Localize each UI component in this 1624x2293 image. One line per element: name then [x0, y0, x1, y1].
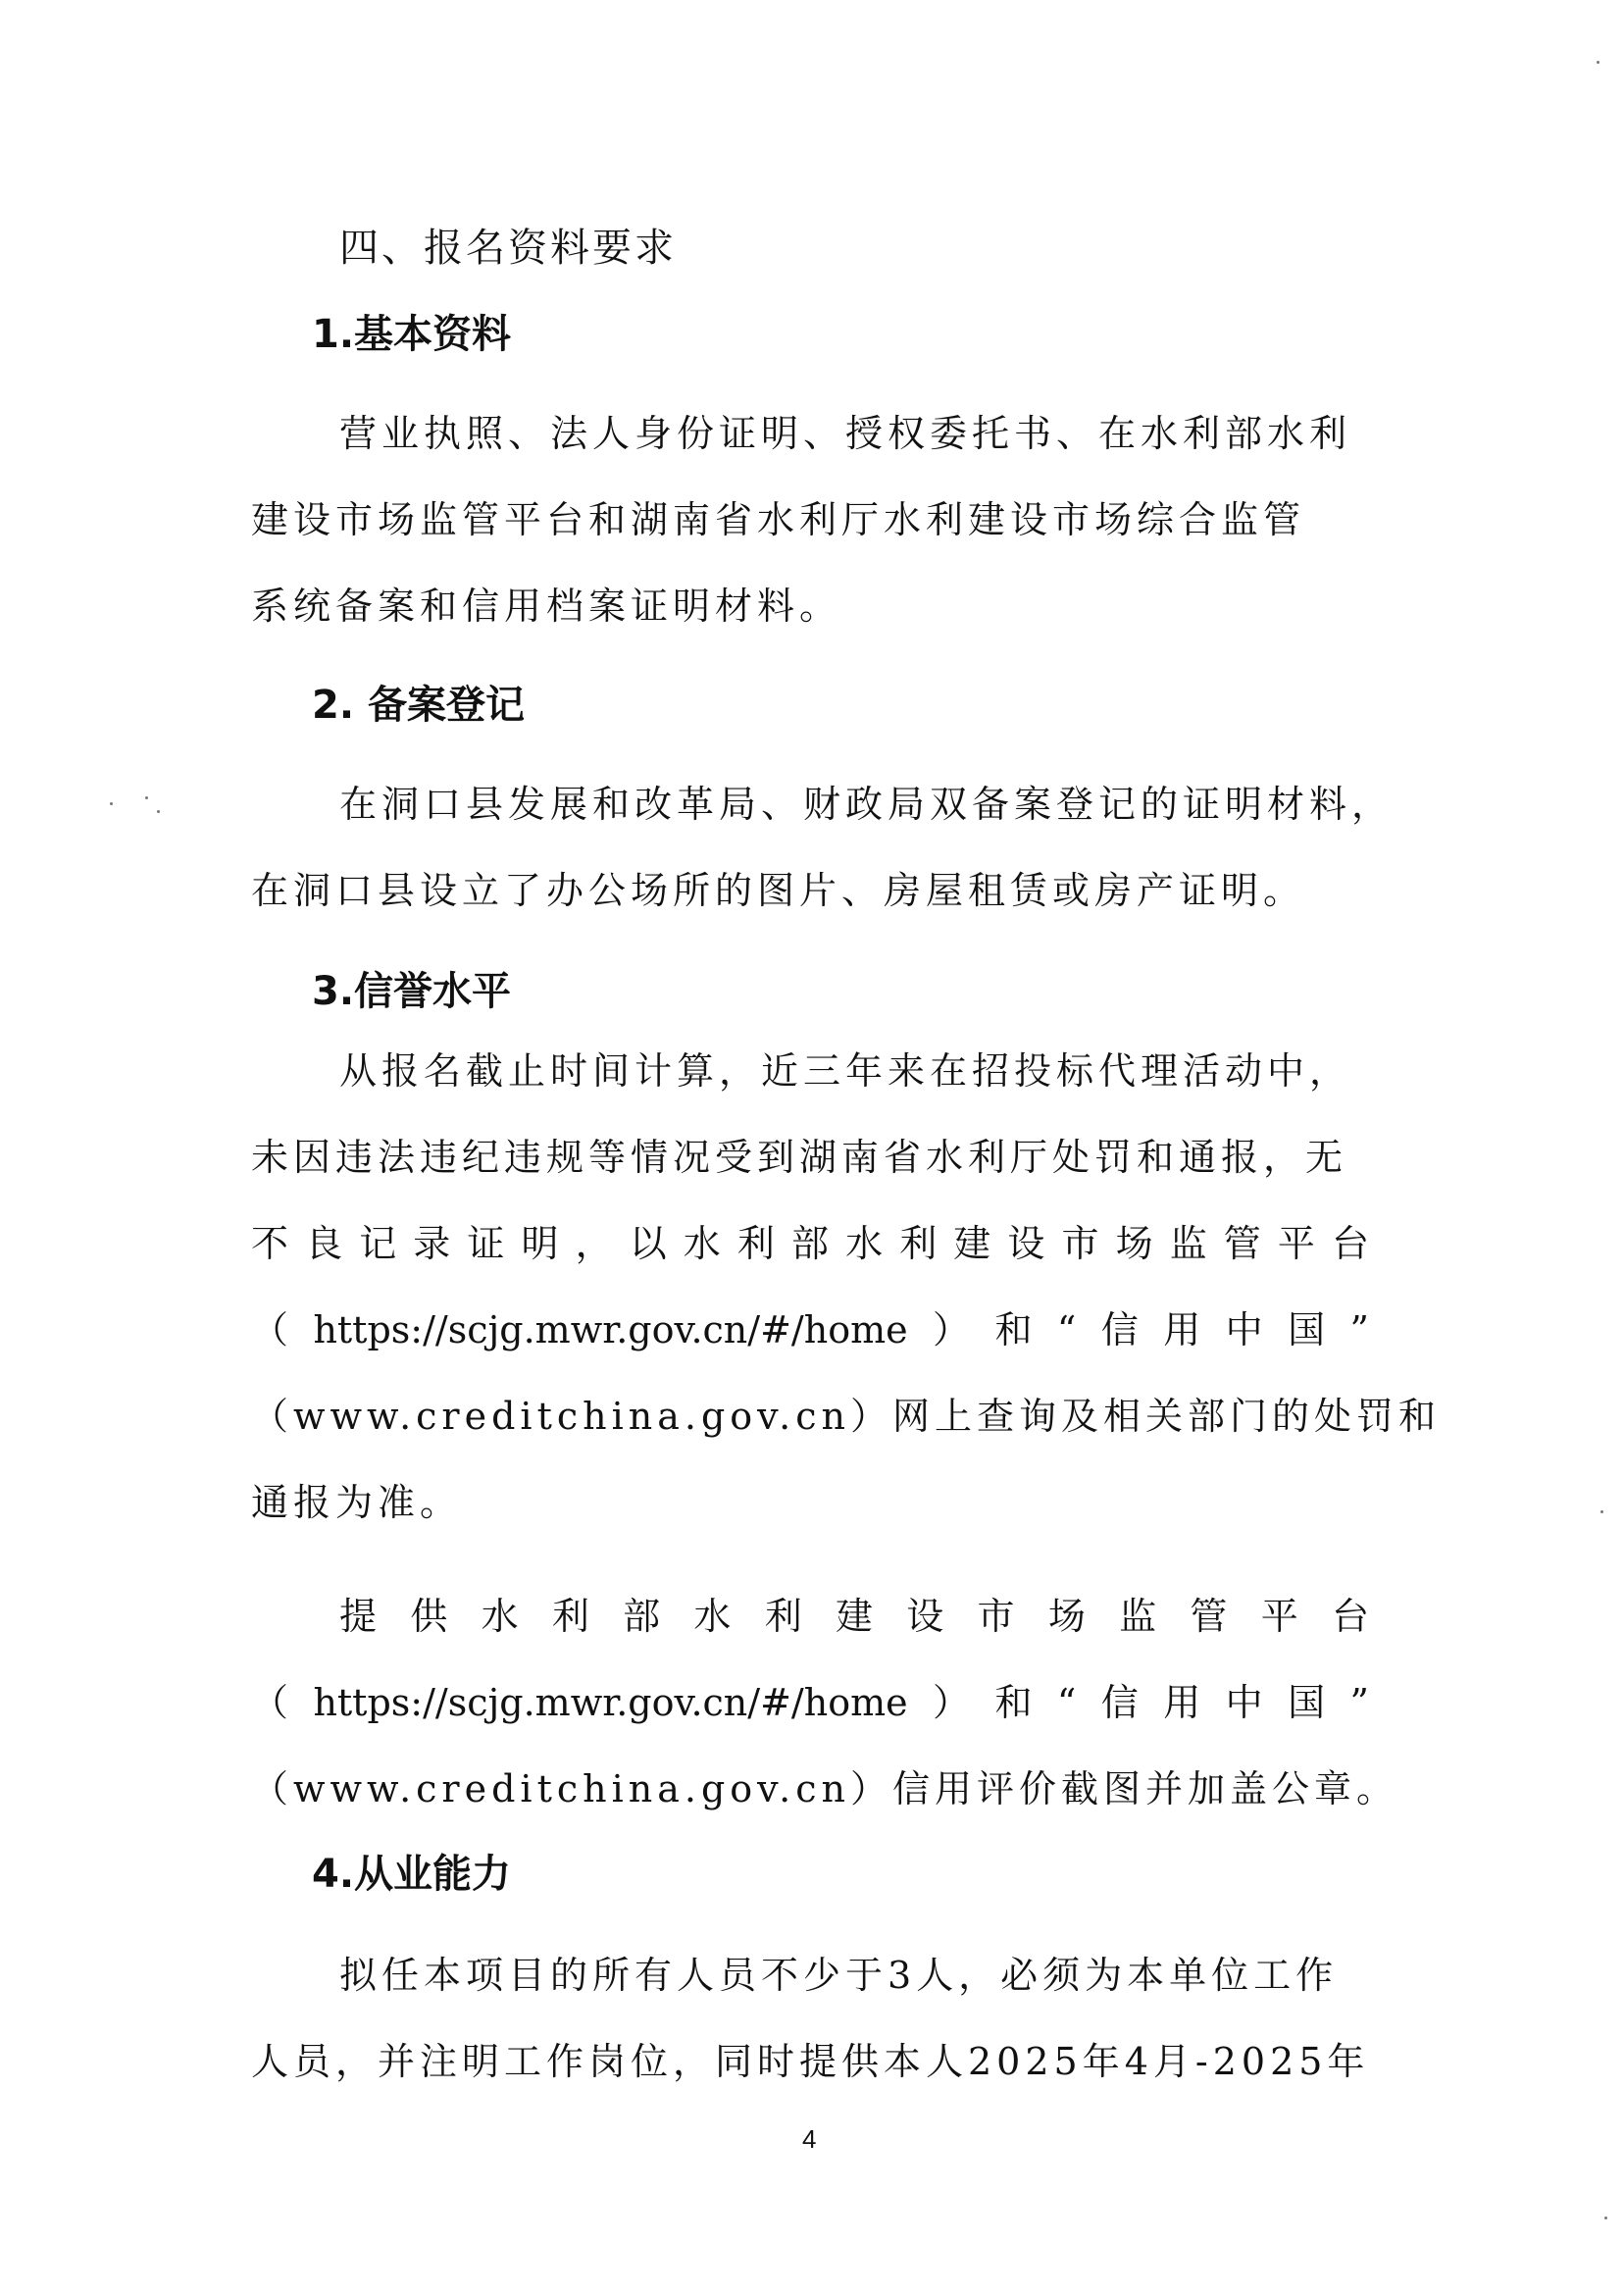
- scan-speck: [1600, 1510, 1603, 1513]
- scan-speck: [1597, 61, 1599, 64]
- page-number: 4: [802, 2124, 817, 2154]
- scan-speck: [110, 802, 113, 805]
- paragraph-line: 系统备案和信用档案证明材料。: [251, 585, 842, 628]
- paragraph-line: 从报名截止时间计算，近三年来在招投标代理活动中，: [339, 1049, 1352, 1093]
- paragraph-line: 在洞口县发展和改革局、财政局双备案登记的证明材料，: [339, 783, 1395, 826]
- section-title: 四、报名资料要求: [339, 226, 677, 271]
- paragraph-line: 通报为准。: [251, 1481, 463, 1524]
- paragraph-line: （https://scjg.mwr.gov.cn/#/home）和“信用中国”: [251, 1681, 1369, 1724]
- heading-credit-standing: 3.信誉水平: [312, 969, 512, 1014]
- scan-speck: [157, 810, 160, 813]
- paragraph-line: 拟任本项目的所有人员不少于3人，必须为本单位工作: [339, 1954, 1339, 1997]
- heading-filing-registration: 2. 备案登记: [312, 683, 525, 728]
- paragraph-line: （www.creditchina.gov.cn）信用评价截图并加盖公章。: [251, 1767, 1398, 1810]
- paragraph-line: 未因违法违纪违规等情况受到湖南省水利厅处罚和通报，无: [251, 1136, 1348, 1179]
- heading-professional-capacity: 4.从业能力: [312, 1852, 512, 1897]
- scan-speck: [1604, 2217, 1607, 2219]
- paragraph-line: （https://scjg.mwr.gov.cn/#/home）和“信用中国”: [251, 1308, 1369, 1351]
- heading-basic-materials: 1.基本资料: [312, 312, 512, 357]
- paragraph-line: （www.creditchina.gov.cn）网上查询及相关部门的处罚和: [251, 1395, 1441, 1438]
- paragraph-line: 不良记录证明，以水利部水利建设市场监管平台: [251, 1222, 1369, 1265]
- scan-speck: [145, 796, 148, 799]
- paragraph-line: 人员，并注明工作岗位，同时提供本人2025年4月-2025年: [251, 2040, 1370, 2083]
- paragraph-line: 营业执照、法人身份证明、授权委托书、在水利部水利: [339, 412, 1352, 455]
- paragraph-line: 提供水利部水利建设市场监管平台: [339, 1595, 1369, 1638]
- paragraph-line: 在洞口县设立了办公场所的图片、房屋租赁或房产证明。: [251, 869, 1306, 912]
- paragraph-line: 建设市场监管平台和湖南省水利厅水利建设市场综合监管: [251, 498, 1306, 541]
